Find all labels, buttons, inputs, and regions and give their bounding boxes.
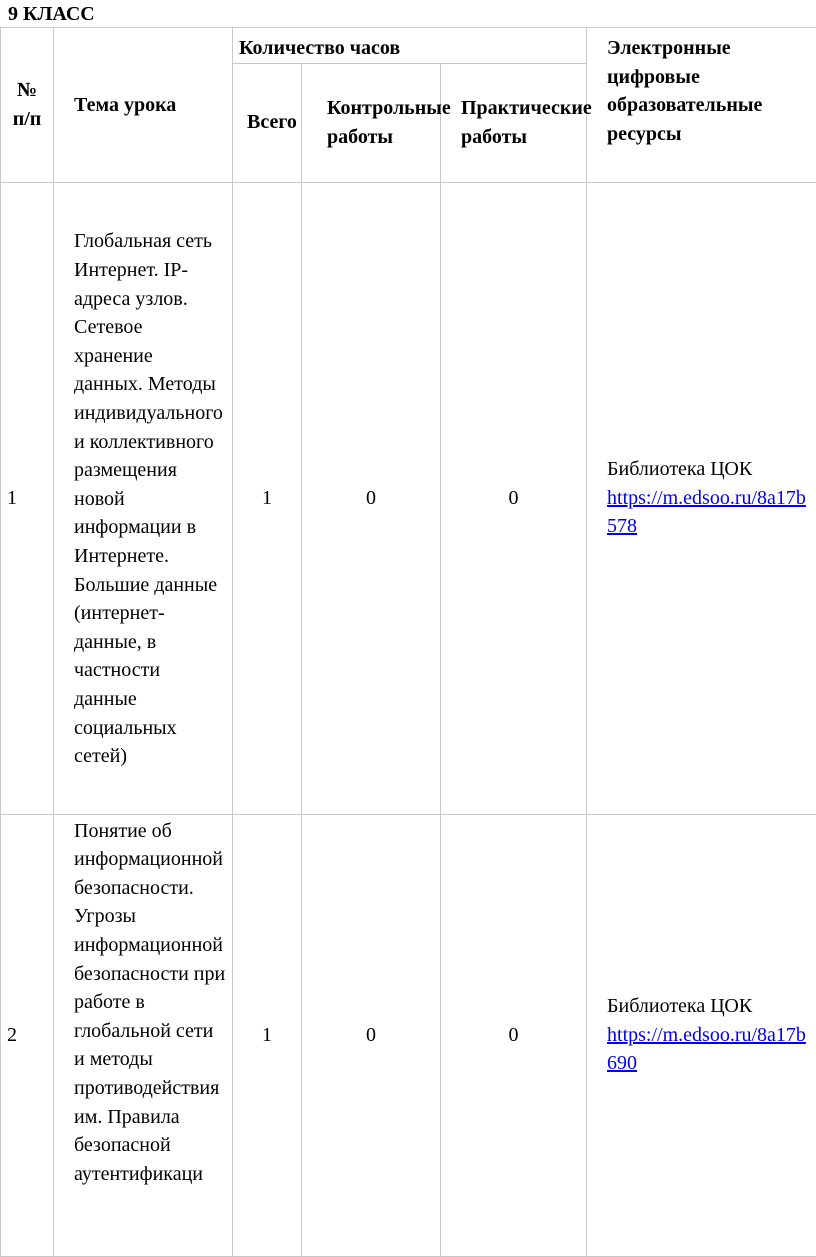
resource-link[interactable]: https://m.edsoo.ru/8a17b578 (607, 487, 806, 538)
header-practical: Практические работы (441, 63, 587, 182)
row-topic: Понятие об информационной безопасности. Угрозы информационной безопасности при работе в глобальной сети и методы противодействия им. Правила безопасной аутентификаци (54, 814, 233, 1256)
row-resources (587, 182, 816, 814)
header-resources: Электронные цифровые образовательные ресурсы (587, 28, 816, 183)
header-topic: Тема урока (54, 28, 233, 183)
row-resources (587, 814, 816, 1256)
table-row (1, 814, 816, 1256)
row-topic: Глобальная сеть Интернет. IP-адреса узлов. Сетевое хранение данных. Методы индивидуального и коллективного размещения новой информации в Интернете. Большие данные (интернет-данные, в частности данные социальных сетей) (54, 182, 233, 814)
header-control: Контрольные работы (302, 63, 441, 182)
row-total: 1 (233, 182, 302, 814)
header-num: № п/п (1, 28, 54, 183)
row-num: 2 (1, 814, 54, 1256)
row-total: 1 (233, 814, 302, 1256)
lesson-plan-table (0, 27, 816, 1257)
table-row (1, 182, 816, 814)
library-label: Библиотека ЦОК (607, 992, 810, 1021)
page-title: 9 КЛАСС (8, 2, 95, 26)
row-practical: 0 (441, 182, 587, 814)
header-hours: Количество часов (233, 28, 587, 64)
row-num: 1 (1, 182, 54, 814)
resource-link[interactable]: https://m.edsoo.ru/8a17b690 (607, 1024, 806, 1075)
row-control: 0 (302, 814, 441, 1256)
header-row-top (1, 28, 816, 64)
library-label: Библиотека ЦОК (607, 455, 810, 484)
row-control: 0 (302, 182, 441, 814)
header-total: Всего (233, 63, 302, 182)
row-practical: 0 (441, 814, 587, 1256)
